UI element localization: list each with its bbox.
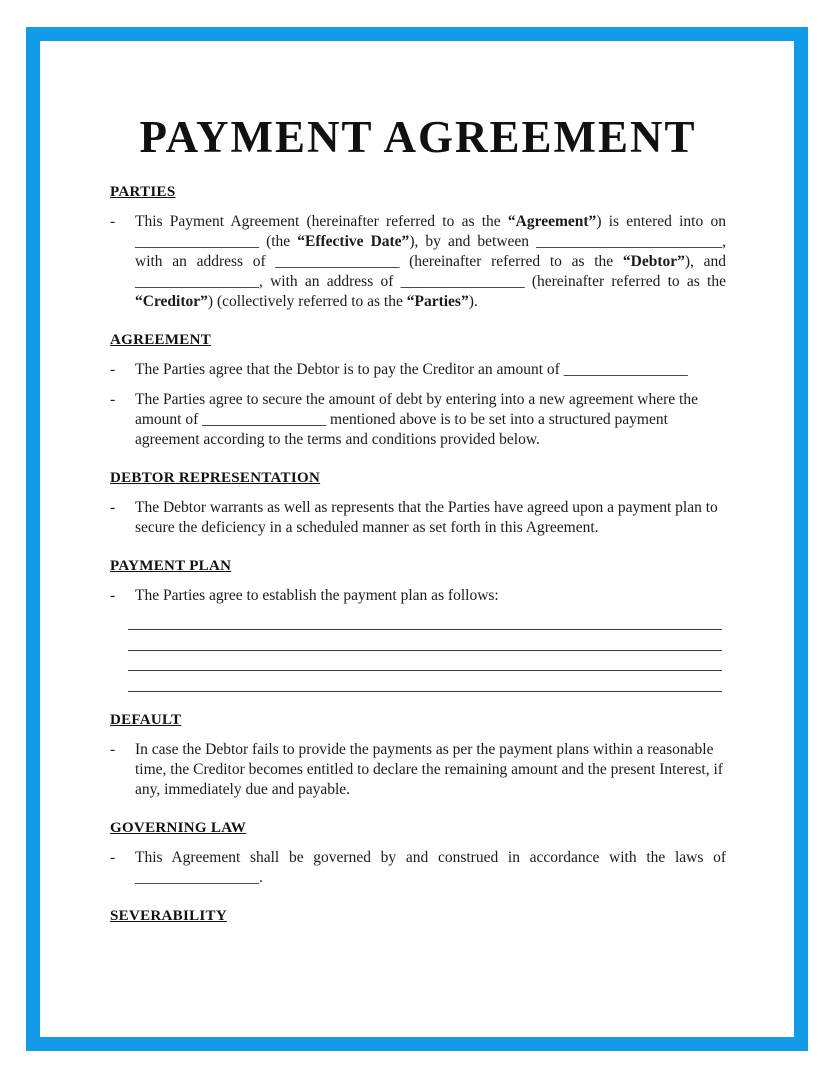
bullet-item <box>110 360 726 380</box>
write-line <box>128 651 722 672</box>
section-heading-parties: PARTIES <box>110 183 176 200</box>
bullet-dash: - <box>110 212 116 230</box>
section-heading-governing-law: GOVERNING LAW <box>110 819 246 836</box>
bullet-item <box>110 390 726 450</box>
bullet-text: The Parties agree to secure the amount of debt by entering into a new agreement where the amount of ________________ mentioned above is to be set into a structured payment agreement according to the terms and conditions provided below. <box>135 390 698 448</box>
section-heading-severability: SEVERABILITY <box>110 907 227 924</box>
section-heading-default: DEFAULT <box>110 711 182 728</box>
bullet-dash: - <box>110 740 116 758</box>
bullet-item <box>110 740 726 800</box>
section-governing-law <box>110 818 726 888</box>
bullet-text: The Parties agree that the Debtor is to pay the Creditor an amount of ________________ <box>135 360 688 378</box>
bullet-text: The Parties agree to establish the payment plan as follows: <box>135 586 499 604</box>
write-line <box>128 610 722 631</box>
section-debtor-representation <box>110 468 726 538</box>
write-line <box>128 671 722 692</box>
bullet-item <box>110 212 726 312</box>
bullet-text: This Agreement shall be governed by and construed in accordance with the laws of ________________. <box>135 848 726 886</box>
payment-agreement-document <box>110 0 726 926</box>
bullet-dash: - <box>110 360 116 378</box>
payment-plan-write-lines <box>128 610 722 692</box>
bullet-dash: - <box>110 498 116 516</box>
section-agreement <box>110 330 726 450</box>
section-payment-plan <box>110 556 726 692</box>
document-title: PAYMENT AGREEMENT <box>139 112 697 162</box>
write-line <box>128 630 722 651</box>
bullet-item <box>110 586 726 606</box>
bullet-dash: - <box>110 848 116 866</box>
section-parties <box>110 182 726 312</box>
section-default <box>110 710 726 800</box>
section-heading-agreement: AGREEMENT <box>110 331 212 348</box>
section-heading-payment-plan: PAYMENT PLAN <box>110 557 232 574</box>
bullet-dash: - <box>110 586 116 604</box>
bullet-item <box>110 848 726 888</box>
section-heading-debtor-representation: DEBTOR REPRESENTATION <box>110 469 321 486</box>
bullet-dash: - <box>110 390 116 408</box>
bullet-item <box>110 498 726 538</box>
bullet-text: The Debtor warrants as well as represents that the Parties have agreed upon a payment plan to secure the deficiency in a scheduled manner as set forth in this Agreement. <box>135 498 718 536</box>
section-severability <box>110 906 726 926</box>
bullet-text: In case the Debtor fails to provide the payments as per the payment plans within a reasonable time, the Creditor becomes entitled to declare the remaining amount and the present Interest, if any, immediately due and payable. <box>135 740 723 798</box>
bullet-text: This Payment Agreement (hereinafter referred to as the “Agreement”) is entered into on ________________ (the “Effective Date”), by and between ________________________, with an address of ________________ (hereinafter referred to as the “Debtor”), and ________________, with an address of ________________ (hereinafter referred to as the “Creditor”) (collectively referred to as the “Parties”). <box>135 212 726 310</box>
